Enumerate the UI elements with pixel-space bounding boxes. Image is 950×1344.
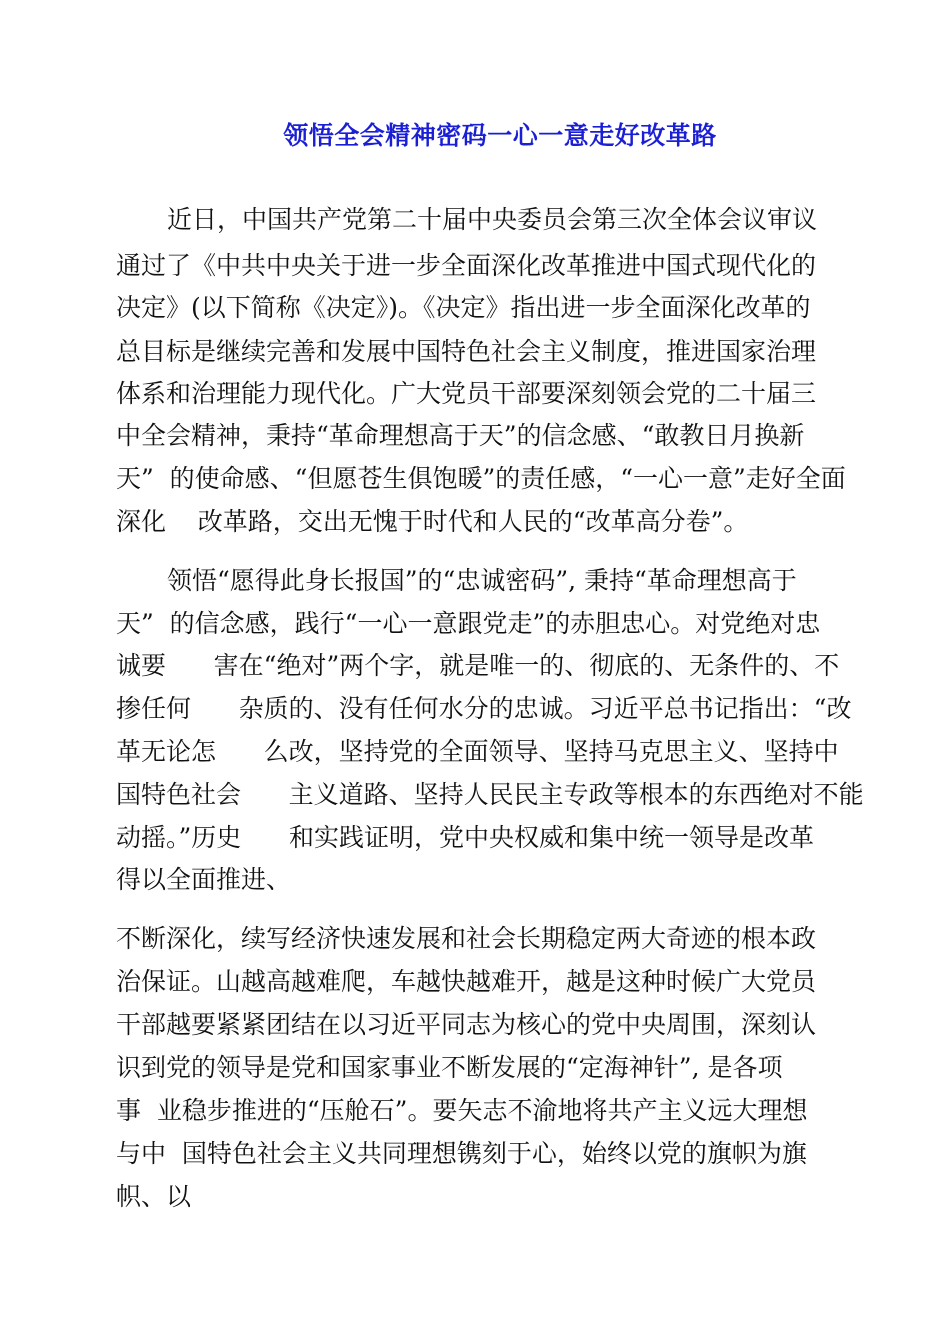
document-title: 领悟全会精神密码一心一意走好改革路 [283,121,717,150]
paragraph-3-line: 识到党的领导是党和国家事业不断发展的“定海神针”, 是各项 [116,1053,783,1082]
paragraph-1-line: 总目标是继续完善和发展中国特色社会主义制度，推进国家治理 [116,337,817,366]
paragraph-2-line: 得以全面推进、 [116,865,292,894]
paragraph-2-line: 诚要 害在“绝对”两个字，就是唯一的、彻底的、无条件的、不 [116,651,840,680]
paragraph-2-line: 天” 的信念感，践行“一心一意跟党走”的赤胆忠心。对党绝对忠 [116,609,821,638]
paragraph-2-line: 国特色社会 主义道路、坚持人民民主专政等根本的东西绝对不能 [116,780,864,809]
paragraph-3-line: 帜、以 [116,1182,192,1211]
paragraph-2-line: 掺任何 杂质的、没有任何水分的忠诚。习近平总书记指出：“改 [116,694,852,723]
paragraph-1-line: 体系和治理能力现代化。广大党员干部要深刻领会党的二十届三 [116,379,817,408]
paragraph-3-line: 治保证。山越高越难爬，车越快越难开，越是这种时候广大党员 [116,967,817,996]
paragraph-1-line: 深化 改革路，交出无愧于时代和人民的“改革高分卷”。 [116,507,749,536]
paragraph-1-line: 决定》(以下简称《决定》)。《决定》指出进一步全面深化改革的 [116,293,811,322]
paragraph-3-line: 不断深化，续写经济快速发展和社会长期稳定两大奇迹的根本政 [116,924,817,953]
paragraph-1-line: 中全会精神，秉持“革命理想高于天”的信念感、“敢教日月换新 [116,421,805,450]
paragraph-2-line: 革无论怎 么改，坚持党的全面领导、坚持马克思主义、坚持中 [116,737,839,766]
paragraph-2-line: 领悟“愿得此身长报国”的“忠诚密码”, 秉持“革命理想高于 [167,566,797,595]
paragraph-3-line: 与中 国特色社会主义共同理想镌刻于心，始终以党的旗帜为旗 [116,1139,807,1168]
paragraph-3-line: 事 业稳步推进的“压舱石”。要矢志不渝地将共产主义远大理想 [116,1096,808,1125]
paragraph-1-line: 近日，中国共产党第二十届中央委员会第三次全体会议审议 [167,205,818,234]
paragraph-1-line: 通过了《中共中央关于进一步全面深化改革推进中国式现代化的 [116,251,817,280]
paragraph-1-line: 天” 的使命感、“但愿苍生俱饱暖”的责任感，“一心一意”走好全面 [116,464,846,493]
paragraph-3-line: 干部越要紧紧团结在以习近平同志为核心的党中央周围，深刻认 [116,1010,817,1039]
paragraph-2-line: 动摇。”历史 和实践证明，党中央权威和集中统一领导是改革 [116,823,814,852]
